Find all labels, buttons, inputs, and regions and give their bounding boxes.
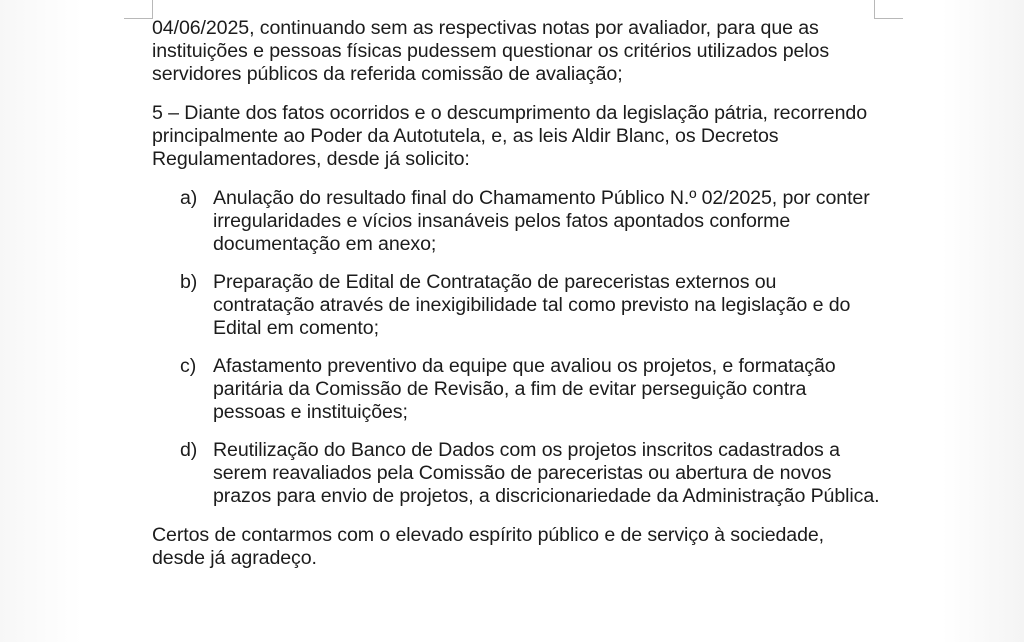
list-marker: b) <box>180 271 198 293</box>
paragraph-continuation: 04/06/2025, continuando sem as respectivas notas por avaliador, para que as instituições e pessoas físicas pudessem questionar os critérios utilizados pelos servidores públicos da referida comissão de avaliação; <box>152 17 830 85</box>
list-item-text: Anulação do resultado final do Chamamento Público N.º 02/2025, por conter irregularidades e vícios insanáveis pelos fatos apontados conforme documentação em anexo; <box>213 187 870 255</box>
list-item-text: Reutilização do Banco de Dados com os projetos inscritos cadastrados a serem reavaliados pela Comissão de pareceristas ou abertura de novos prazos para envio de projetos, a discricionariedade da Administração Pública. <box>213 439 880 507</box>
document-body <box>152 17 882 570</box>
list-item-b <box>152 271 882 340</box>
paragraph-item-5: 5 – Diante dos fatos ocorridos e o descumprimento da legislação pátria, recorrendo principalmente ao Poder da Autotutela, e, as leis Aldir Blanc, os Decretos Regulamentadores, desde já solicito: <box>152 102 867 170</box>
list-marker: d) <box>180 439 198 461</box>
list-item-text: Preparação de Edital de Contratação de pareceristas externos ou contratação através de inexigibilidade tal como previsto na legislação e do Edital em comento; <box>213 271 851 339</box>
list-item-a <box>152 187 882 256</box>
list-marker: c) <box>180 355 197 377</box>
list-item-text: Afastamento preventivo da equipe que avaliou os projetos, e formatação paritária da Comissão de Revisão, a fim de evitar perseguição contra pessoas e instituições; <box>213 355 836 423</box>
list-item-c <box>152 355 882 424</box>
request-list <box>152 187 882 508</box>
closing-paragraph: Certos de contarmos com o elevado espírito público e de serviço à sociedade, desde já agradeço. <box>152 524 825 569</box>
list-item-d <box>152 439 882 508</box>
margin-corner-mark-left <box>124 0 153 19</box>
list-marker: a) <box>180 187 198 209</box>
